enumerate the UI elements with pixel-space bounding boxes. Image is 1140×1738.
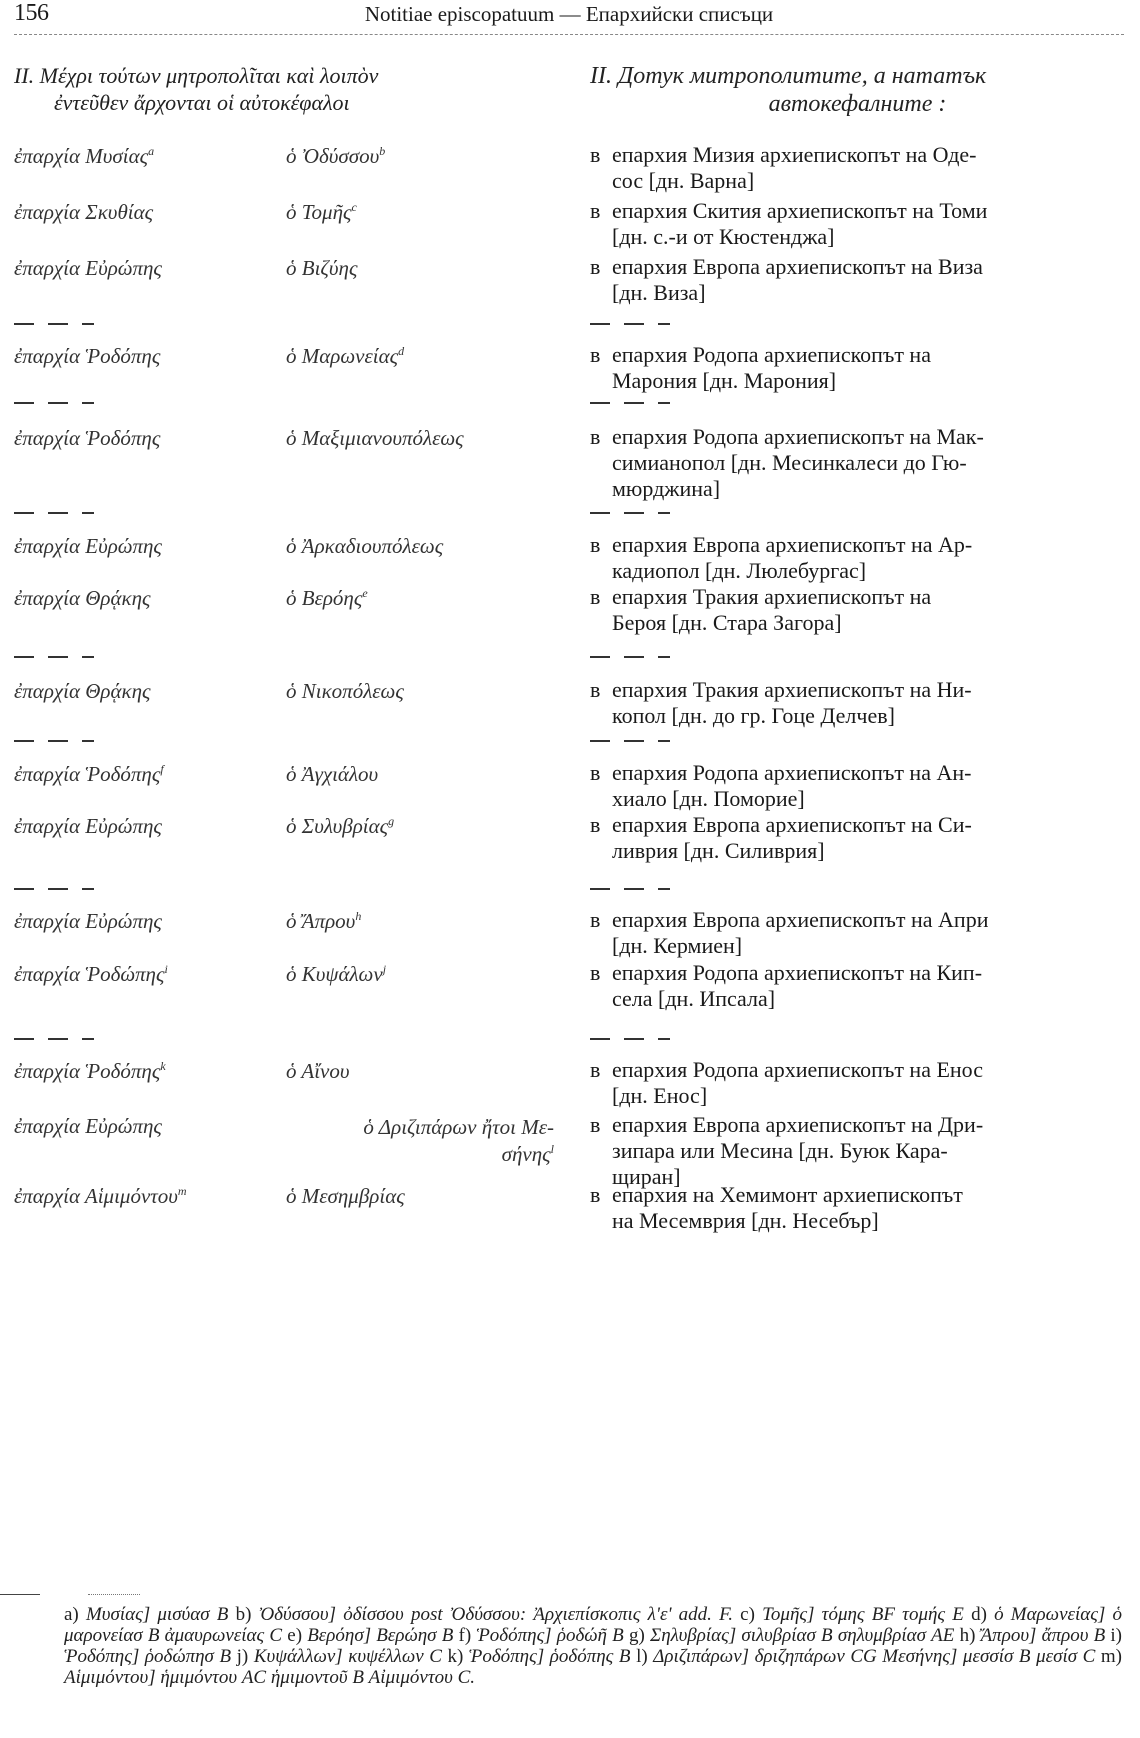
- footnote-text: Ῥοδόπης] ῥοδώπησ B: [64, 1646, 237, 1667]
- footnote-text: Μυσίας] μισύασ B: [85, 1604, 236, 1625]
- omission-dashes-bulgarian: [590, 323, 670, 325]
- footnote: [629, 1625, 960, 1646]
- footnote-text: Δριζιπάρων] δριζηπάρων CG Μεσήνης] μεσσίσ B μεσίσ C: [653, 1646, 1101, 1667]
- bulgarian-entry-continuation: Бероя [дн. Стара Загора]: [612, 610, 842, 635]
- footnote-marker: d: [398, 344, 405, 358]
- footnote-marker: k: [160, 1059, 166, 1073]
- footnote: [960, 1625, 1111, 1646]
- footnote-label: k): [447, 1646, 469, 1667]
- bulgarian-entry: [590, 907, 1125, 959]
- bulgarian-entry-line: [590, 677, 1125, 703]
- bulgarian-entry: [590, 424, 1125, 502]
- bulgarian-entry: [590, 254, 1125, 306]
- greek-province: ἐπαρχία Ῥοδόπης$^f$: [14, 762, 164, 786]
- entry-bullet: в: [590, 532, 601, 557]
- greek-see: ὁ Τομῆς$^c$: [286, 200, 357, 224]
- footnote-marker: e: [362, 586, 368, 600]
- greek-see: ὁ Μεσημβρίας: [286, 1184, 405, 1208]
- footnote-text: Βερόησ] Βερώησ B: [307, 1625, 459, 1646]
- bulgarian-entry-line: [590, 1182, 1125, 1208]
- greek-section-heading: [14, 62, 554, 116]
- footnote-label: i): [1110, 1625, 1123, 1646]
- omission-dashes-greek: [14, 323, 94, 325]
- bulgarian-entry-text: епархия Европа архиепископът на Дри-: [612, 1112, 984, 1137]
- bulgarian-entry: [590, 342, 1125, 394]
- bulgarian-entry-text: епархия на Хемимонт архиепископът: [612, 1182, 963, 1207]
- bulgarian-entry-line: [590, 342, 1125, 368]
- omission-dashes-bulgarian: [590, 740, 670, 742]
- footnote-label: j): [236, 1646, 254, 1667]
- footnote-label: a): [64, 1604, 86, 1625]
- greek-see: ὁ Ἄπρου$^h$: [286, 909, 362, 933]
- bulgarian-entry-text: епархия Европа архиепископът на Ар-: [612, 532, 973, 557]
- bulgarian-section-heading: [590, 62, 1125, 118]
- footnote-marker: l: [550, 1142, 554, 1156]
- greek-see: ὁ Βιζύης: [286, 256, 358, 280]
- bulgarian-entry-line: [590, 254, 1125, 280]
- bulgarian-entry-text: епархия Европа архиепископът на Си-: [612, 812, 972, 837]
- greek-see: ὁ Κυψάλων$^j$: [286, 962, 387, 986]
- footnote-text: Τομῆς] τόμης BF τομής E: [762, 1604, 972, 1625]
- footnote-text: Αἱμιμόντου] ἡμιμόντου AC ἡμιμοντοῦ B Αἰμιμόντου C.: [64, 1667, 476, 1688]
- greek-see: ὁ Ἀγχιάλου: [286, 762, 379, 786]
- bulgarian-entry-continuation: на Месемврия [дн. Несебър]: [612, 1208, 879, 1233]
- entry-bullet: в: [590, 760, 601, 785]
- bulgarian-entry-continuation: ливрия [дн. Силиврия]: [612, 838, 825, 863]
- greek-province: ἐπαρχία Ῥοδόπης$^k$: [14, 1059, 166, 1083]
- footnote-marker: g: [388, 814, 395, 828]
- footnote-marker: i: [164, 962, 168, 976]
- entry-bullet: в: [590, 342, 601, 367]
- footnote: [236, 1604, 741, 1625]
- omission-dashes-bulgarian: [590, 888, 670, 890]
- footnote-label: l): [636, 1646, 654, 1667]
- omission-dashes-greek: [14, 656, 94, 658]
- bulgarian-entry: [590, 812, 1125, 864]
- greek-see: ὁ Συλυβρίας$^g$: [286, 814, 395, 838]
- bulgarian-entry: [590, 142, 1125, 194]
- footnote-rule: [0, 1594, 40, 1595]
- entry-bullet: в: [590, 907, 601, 932]
- greek-heading-line-2: ἐντεῦθεν ἄρχονται οἱ αὐτοκέφαλοι: [54, 90, 350, 115]
- greek-heading-line-1: II. Μέχρι τούτων μητροπολῖται καὶ λοιπὸν: [14, 63, 379, 88]
- bulgarian-entry: [590, 198, 1125, 250]
- running-title: Notitiae episcopatuum — Епархийски списъци: [364, 2, 774, 26]
- omission-dashes-greek: [14, 512, 94, 514]
- omission-dashes-greek: [14, 1038, 94, 1040]
- footnote-marker: a: [148, 144, 155, 158]
- bulgarian-entry-text: епархия Родопа архиепископът на: [612, 342, 931, 367]
- bulgarian-entry: [590, 760, 1125, 812]
- footnote-marker: c: [351, 200, 357, 214]
- footnote-paragraph: [14, 1604, 1122, 1688]
- bulgarian-entry-continuation: хиало [дн. Поморие]: [612, 786, 805, 811]
- bulgarian-entry: [590, 960, 1125, 1012]
- greek-province: ἐπαρχία Εὐρώπης: [14, 814, 162, 838]
- omission-dashes-greek: [14, 740, 94, 742]
- bulgarian-entry-continuation: [дн. Кермиен]: [612, 933, 743, 958]
- bulgarian-entry-line: [590, 1112, 1125, 1138]
- entry-bullet: в: [590, 584, 601, 609]
- greek-province: ἐπαρχία Θρᾴκης: [14, 586, 151, 610]
- bulgarian-heading-line-1: II. Дотук митрополитите, а нататък: [590, 63, 987, 89]
- greek-province: ἐπαρχία Εὐρώπης: [14, 1114, 162, 1138]
- omission-dashes-bulgarian: [590, 1038, 670, 1040]
- greek-province: ἐπαρχία Θρᾴκης: [14, 679, 151, 703]
- footnote: [447, 1646, 636, 1667]
- greek-province: ἐπαρχία Ῥοδόπης: [14, 344, 161, 368]
- omission-dashes-greek: [14, 888, 94, 890]
- omission-dashes-bulgarian: [590, 512, 670, 514]
- footnote: [237, 1646, 448, 1667]
- footnote-label: f): [458, 1625, 477, 1646]
- greek-province: ἐπαρχία Εὐρώπης: [14, 256, 162, 280]
- bulgarian-entry-continuation: зипара или Месина [дн. Буюк Кара-: [612, 1138, 948, 1163]
- bulgarian-entry-text: епархия Европа архиепископът на Апри: [612, 907, 989, 932]
- footnote-text: Ὀδύσσου] ὀδίσσου post Ὀδύσσου: Ἀρχιεπίσκοπις λ'ε' add. F.: [258, 1604, 741, 1625]
- bulgarian-entry: [590, 584, 1125, 636]
- entry-bullet: в: [590, 677, 601, 702]
- bulgarian-entry-continuation: [дн. Виза]: [612, 280, 706, 305]
- footnote-text: Ῥοδόπης] ῥοδόπης B: [468, 1646, 637, 1667]
- footnote-marker: j: [382, 962, 387, 976]
- greek-see: ὁ Μαξιμιανουπόλεως: [286, 426, 464, 450]
- footnote-text: Ῥοδόπης] ῥοδώῆ B: [476, 1625, 629, 1646]
- entry-bullet: в: [590, 254, 601, 279]
- greek-province: ἐπαρχία Εὐρώπης: [14, 909, 162, 933]
- footnote-label: d): [971, 1604, 995, 1625]
- footnote-label: h): [959, 1625, 981, 1646]
- bulgarian-entry-text: епархия Тракия архиепископът на: [612, 584, 932, 609]
- bulgarian-entry-line: [590, 198, 1125, 224]
- greek-province: ἐπαρχία Αἱμιμόντου$^m$: [14, 1184, 187, 1208]
- greek-see: ὁ Βερόης$^e$: [286, 586, 368, 610]
- bulgarian-entry: [590, 1112, 1125, 1190]
- footnote-marker: f: [160, 762, 164, 776]
- bulgarian-entry-text: епархия Европа архиепископът на Виза: [612, 254, 983, 279]
- bulgarian-entry-continuation: кадиопол [дн. Люлебургас]: [612, 558, 867, 583]
- footnote-rule-dotted: [88, 1594, 140, 1595]
- bulgarian-entry: [590, 1057, 1125, 1109]
- bulgarian-entry-continuation: щиран]: [612, 1164, 681, 1189]
- bulgarian-entry-line: [590, 1057, 1125, 1083]
- entry-bullet: в: [590, 1182, 601, 1207]
- bulgarian-entry-continuation: Марония [дн. Марония]: [612, 368, 837, 393]
- entry-bullet: в: [590, 424, 601, 449]
- greek-see: ὁ Ὀδύσσου$^b$: [286, 144, 386, 168]
- bulgarian-entry-text: епархия Родопа архиепископът на Ан-: [612, 760, 972, 785]
- footnote-text: Σηλυβρίας] σιλυβρίασ B σηλυμβρίασ AE: [649, 1625, 960, 1646]
- greek-see: ὁ Αἴνου: [286, 1059, 350, 1083]
- footnote: [459, 1625, 629, 1646]
- greek-province: ἐπαρχία Εὐρώπης: [14, 534, 162, 558]
- bulgarian-entry-text: епархия Родопа архиепископът на Енос: [612, 1057, 983, 1082]
- entry-bullet: в: [590, 960, 601, 985]
- bulgarian-entry: [590, 677, 1125, 729]
- bulgarian-entry: [590, 1182, 1125, 1234]
- footnotes: [14, 1604, 1122, 1688]
- bulgarian-entry-line: [590, 142, 1125, 168]
- footnote-text: ὁ Μαρωνείας] ὁ μαρονείασ B ἀμαυρωνείας C: [64, 1604, 1123, 1646]
- bulgarian-entry-line: [590, 424, 1125, 450]
- footnote: [287, 1625, 458, 1646]
- greek-see: ὁ Μαρωνείας$^d$: [286, 344, 405, 368]
- bulgarian-entry-continuation: сос [дн. Варна]: [612, 168, 755, 193]
- greek-see: ὁ Ἀρκαδιουπόλεως: [286, 534, 444, 558]
- greek-province: ἐπαρχία Μυσίας$^a$: [14, 144, 155, 168]
- entry-bullet: в: [590, 812, 601, 837]
- header-rule: [14, 34, 1124, 35]
- bulgarian-entry-text: епархия Скития архиепископът на Томи: [612, 198, 988, 223]
- entry-bullet: в: [590, 198, 601, 223]
- greek-province: ἐπαρχία Σκυθίας: [14, 200, 154, 224]
- greek-province: ἐπαρχία Ῥοδόπης: [14, 426, 161, 450]
- omission-dashes-greek: [14, 402, 94, 404]
- bulgarian-entry-continuation: мюрджина]: [612, 476, 721, 501]
- omission-dashes-bulgarian: [590, 402, 670, 404]
- footnote-text: Ἄπρου] ἄπρου B: [980, 1625, 1111, 1646]
- entry-bullet: в: [590, 1057, 601, 1082]
- bulgarian-entry: [590, 532, 1125, 584]
- footnote-label: g): [628, 1625, 650, 1646]
- bulgarian-entry-line: [590, 907, 1125, 933]
- footnote: [740, 1604, 971, 1625]
- bulgarian-entry-text: епархия Мизия архиепископът на Оде-: [612, 142, 977, 167]
- bulgarian-entry-continuation: копол [дн. до гр. Гоце Делчев]: [612, 703, 895, 728]
- bulgarian-entry-continuation: симианопол [дн. Месинкалеси до Гю-: [612, 450, 967, 475]
- footnote: [636, 1646, 1101, 1667]
- bulgarian-entry-text: епархия Тракия архиепископът на Ни-: [612, 677, 972, 702]
- bulgarian-entry-text: епархия Родопа архиепископът на Мак-: [612, 424, 984, 449]
- footnote-label: m): [1100, 1646, 1123, 1667]
- greek-see: ὁ Νικοπόλεως: [286, 679, 404, 703]
- omission-dashes-bulgarian: [590, 656, 670, 658]
- bulgarian-entry-line: [590, 812, 1125, 838]
- bulgarian-entry-continuation: [дн. Енос]: [612, 1083, 708, 1108]
- footnote-marker: b: [379, 144, 386, 158]
- bulgarian-entry-line: [590, 584, 1125, 610]
- greek-province: ἐπαρχία Ῥοδώπης$^i$: [14, 962, 168, 986]
- footnote-marker: h: [355, 909, 362, 923]
- footnote-label: c): [740, 1604, 763, 1625]
- footnote: [64, 1604, 236, 1625]
- bulgarian-entry-line: [590, 760, 1125, 786]
- footnote-text: Κυψάλλων] κυψέλλων C: [253, 1646, 448, 1667]
- footnote-label: b): [235, 1604, 259, 1625]
- entry-bullet: в: [590, 142, 601, 167]
- bulgarian-entry-continuation: [дн. с.-и от Кюстенджа]: [612, 224, 835, 249]
- bulgarian-entry-line: [590, 532, 1125, 558]
- entry-bullet: в: [590, 1112, 601, 1137]
- greek-see: ὁ Δριζιπάρων ἤτοι Με-σήνης$^l$: [363, 1115, 554, 1166]
- bulgarian-entry-text: епархия Родопа архиепископът на Кип-: [612, 960, 983, 985]
- bulgarian-entry-line: [590, 960, 1125, 986]
- bulgarian-entry-continuation: села [дн. Ипсала]: [612, 986, 776, 1011]
- footnote-label: e): [287, 1625, 308, 1646]
- page-header: [14, 0, 1124, 40]
- bulgarian-heading-line-2: автокефалните :: [768, 91, 947, 117]
- page-number: 156: [14, 0, 49, 26]
- footnote-marker: m: [177, 1184, 187, 1198]
